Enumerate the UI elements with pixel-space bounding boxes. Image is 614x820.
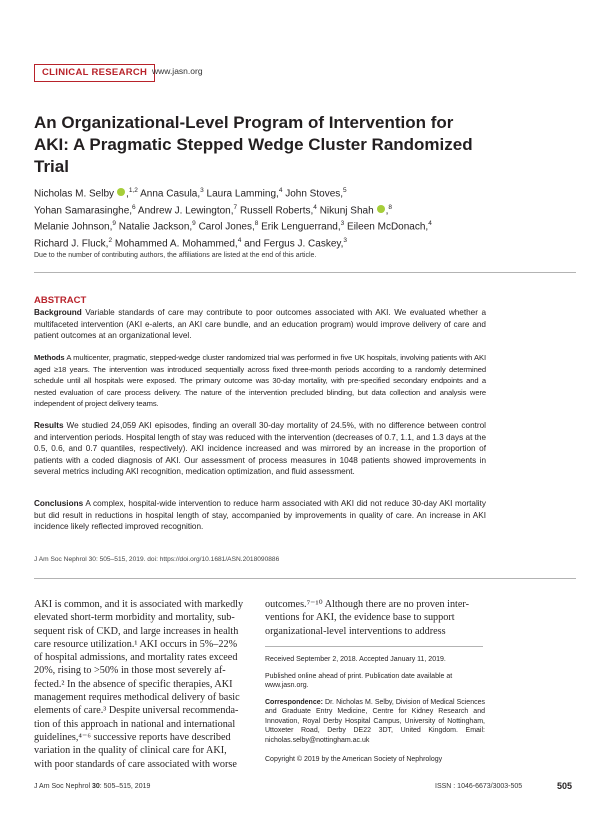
abstract-conclusions-text: A complex, hospital-wide intervention to reduce harm associated with AKI did not reduce 30-day AKI mortality but did result in reductions in hospital length of stay, accompanied by improvements in quality of care. An increase in AKI incidence likely reflected improved recognition. bbox=[34, 499, 486, 532]
affiliation-superscript: 4 bbox=[313, 203, 317, 211]
author-name: Yohan Samarasinghe, bbox=[34, 205, 133, 217]
author-name: and Fergus J. Caskey, bbox=[244, 238, 344, 250]
affiliation-superscript: 9 bbox=[112, 220, 117, 228]
abstract-heading: ABSTRACT bbox=[34, 295, 87, 306]
footer-issn: ISSN : 1046-6673/3003-505 bbox=[435, 783, 523, 790]
body-line: elevated short-term morbidity and mortality, sub- bbox=[34, 612, 235, 624]
body-line: management requires methodical delivery of basic bbox=[34, 692, 240, 704]
author-name: John Stoves, bbox=[285, 188, 344, 200]
body-line: outcomes.⁷⁻¹⁰ Although there are no proven inter- bbox=[265, 599, 469, 610]
author-name: Nikunj Shah bbox=[319, 205, 374, 217]
author-list bbox=[34, 184, 534, 251]
abstract-methods-label: Methods bbox=[34, 353, 65, 362]
affiliation-superscript: 4 bbox=[428, 220, 432, 228]
author-line-4 bbox=[34, 234, 534, 251]
body-line: AKI is common, and it is associated with markedly bbox=[34, 599, 244, 610]
journal-url[interactable]: www.jasn.org bbox=[152, 66, 203, 76]
affiliation-note: Due to the number of contributing authors, the affiliations are listed at the end of this article. bbox=[34, 252, 317, 259]
correspondence-note bbox=[265, 698, 485, 745]
footer-journal bbox=[34, 783, 150, 790]
affiliation-superscript: 6 bbox=[132, 203, 136, 211]
article-title: An Organizational-Level Program of Intervention for AKI: A Pragmatic Stepped Wedge Cluster Randomized Trial bbox=[34, 113, 473, 176]
copyright-note: Copyright © 2019 by the American Society of Nephrology bbox=[265, 756, 443, 763]
body-line: variation in the quality of clinical care for AKI, bbox=[34, 745, 227, 757]
body-line: with poor standards of care associated with worse bbox=[34, 758, 237, 770]
body-line: fected.² In the absence of specific therapies, AKI bbox=[34, 678, 233, 690]
body-line: organizational-level interventions to address bbox=[265, 625, 446, 637]
abstract-methods bbox=[34, 352, 486, 410]
affiliation-superscript: 4 bbox=[237, 237, 242, 245]
sidebar-divider bbox=[265, 646, 483, 647]
affiliation-superscript: 8 bbox=[388, 203, 393, 211]
published-note: Published online ahead of print. Publication date available at www.jasn.org. bbox=[265, 673, 453, 690]
abstract-background bbox=[34, 307, 486, 342]
author-name: Erik Lenguerrand, bbox=[261, 221, 341, 233]
footer-journal-name: J Am Soc Nephrol bbox=[34, 783, 92, 790]
body-line: care resource utilization.¹ AKI occurs in 5%–22% bbox=[34, 638, 238, 650]
article-citation: J Am Soc Nephrol 30: 505–515, 2019. doi: https://doi.org/10.1681/ASN.2018090886 bbox=[34, 556, 280, 563]
abstract-results-text: We studied 24,059 AKI episodes, finding an overall 30-day mortality of 24.5%, with no difference between control and intervention periods. Hospital length of stay was reduced with the intervention (decreases of 0.7, 1.1, and 1.3 days at the 0.5, 0.6, and 0.7 quantiles, respectively). AKI incidence increased and was mirrored by an increase in the proportion of patients with a coded diagnosis of AKI. Our assessment of process measures in 1048 patients showed improvements in several metrics including AKI recognition, medication optimization, and fluid assessment. bbox=[34, 421, 486, 477]
correspondence-label: Correspondence: bbox=[265, 699, 323, 706]
affiliation-superscript: 4 bbox=[278, 187, 283, 194]
author-name: Russell Roberts, bbox=[239, 205, 314, 217]
body-line: elements of care.³ Despite universal recommenda- bbox=[34, 705, 239, 717]
body-line: of hospital admissions, and mortality rates exceed bbox=[34, 652, 238, 664]
author-name: Eileen McDonach, bbox=[347, 221, 429, 233]
affiliation-superscript: 3 bbox=[200, 187, 204, 194]
article-type-badge: CLINICAL RESEARCH bbox=[34, 64, 155, 82]
abstract-background-label: Background bbox=[34, 308, 82, 317]
affiliation-superscript: 7 bbox=[233, 203, 238, 211]
author-name: Mohammed A. Mohammed, bbox=[114, 238, 238, 250]
affiliation-superscript: 9 bbox=[192, 220, 196, 228]
author-line-2: Yohan Samarasinghe,$^6$ Andrew J. Lewington,$^7$ Russell Roberts,$^4$ Nikunj Shah ,$^8$ bbox=[34, 203, 393, 217]
affiliation-superscript: 3 bbox=[343, 237, 348, 245]
footer-pages: : 505–515, 2019 bbox=[99, 783, 151, 790]
affiliation-superscript: 2 bbox=[108, 237, 113, 245]
author-line-3 bbox=[34, 217, 534, 234]
author-name: Anna Casula, bbox=[140, 188, 201, 200]
affiliation-superscript: 3 bbox=[340, 220, 345, 228]
received-note: Received September 2, 2018. Accepted January 11, 2019. bbox=[265, 656, 446, 663]
author-name: Nicholas M. Selby bbox=[34, 188, 115, 200]
author-name: Natalie Jackson, bbox=[118, 221, 193, 233]
body-line: 20%, rising to >50% in those most severely af- bbox=[34, 665, 226, 677]
affiliation-superscript: 1,2 bbox=[128, 187, 138, 194]
orcid-icon[interactable] bbox=[377, 205, 385, 213]
body-column-left bbox=[34, 598, 252, 771]
orcid-icon[interactable] bbox=[117, 188, 125, 196]
body-line: guidelines,⁴⁻⁶ successive reports have described bbox=[34, 731, 231, 743]
divider bbox=[34, 578, 576, 579]
affiliation-superscript: 5 bbox=[343, 187, 347, 194]
author-name: Carol Jones, bbox=[198, 221, 255, 233]
abstract-results bbox=[34, 420, 486, 478]
author-name: Melanie Johnson, bbox=[34, 221, 113, 233]
author-name: Richard J. Fluck, bbox=[34, 238, 109, 250]
footer-volume: 30 bbox=[91, 783, 100, 790]
body-line: tion of this approach in national and international bbox=[34, 718, 236, 730]
body-line: ventions for AKI, the evidence base to support bbox=[265, 612, 455, 624]
abstract-results-label: Results bbox=[34, 421, 64, 430]
abstract-conclusions-label: Conclusions bbox=[34, 499, 84, 508]
body-column-right bbox=[265, 598, 483, 638]
author-name: Laura Lamming, bbox=[206, 188, 279, 200]
abstract-background-text: Variable standards of care may contribute to poor outcomes associated with AKI. We evaluated whether a multifaceted intervention (AKI e-alerts, an AKI care bundle, and an education program) would improve delivery of care and patient outcomes at an organizational level. bbox=[34, 308, 486, 341]
author-line-1: Nicholas M. Selby ,$^{1,2}$ Anna Casula,$^3$ Laura Lamming,$^4$ John Stoves,$^5$ bbox=[34, 187, 347, 200]
correspondence-text: Dr. Nicholas M. Selby, Division of Medical Sciences and Graduate Entry Medicine, Centre for Kidney Research and Innovation, Royal Derby Hospital Campus, University of Nottingham, Uttoxeter Road, Derby DE22 3DT, United Kingdom. Email: nicholas.selby@nottingham.ac.uk bbox=[265, 699, 485, 744]
author-name: Andrew J. Lewington, bbox=[137, 205, 234, 217]
abstract-methods-text: A multicenter, pragmatic, stepped-wedge cluster randomized trial was performed in five UK hospitals, involving patients with AKI aged ≥18 years. The intervention was introduced sequentially across fixed three-month periods according to a randomly determined schedule until all hospitals were exposed. The primary outcome was 30-day mortality, with pre-specified secondary endpoints and a nested evaluation of care process delivery. The nature of the intervention precluded blinding, but data collection and analysis were independent of project delivery teams. bbox=[34, 353, 486, 409]
affiliation-superscript: 8 bbox=[254, 220, 259, 228]
divider bbox=[34, 272, 576, 273]
abstract-conclusions bbox=[34, 498, 486, 533]
body-line: sequent risk of CKD, and large increases in health bbox=[34, 625, 239, 637]
page-number: 505 bbox=[556, 781, 572, 791]
